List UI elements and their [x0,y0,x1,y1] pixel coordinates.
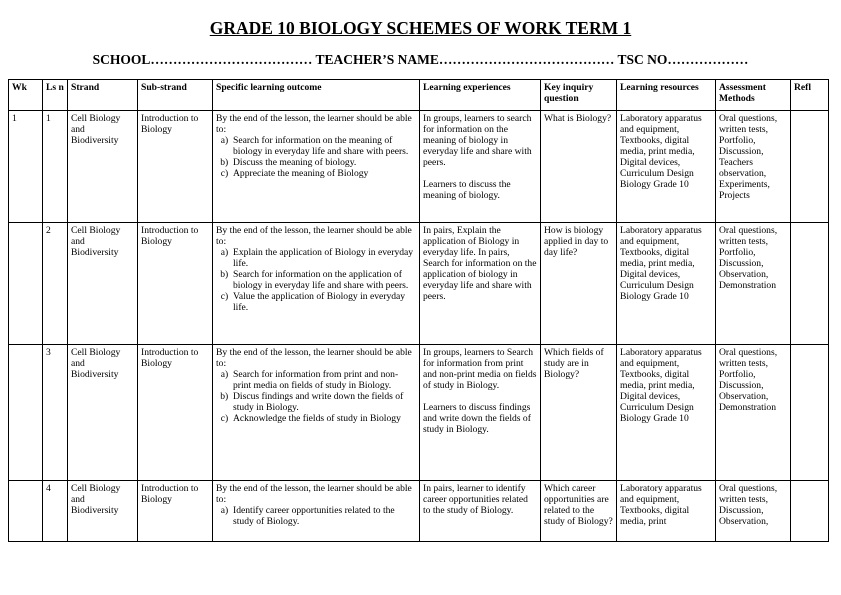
header-strand: Strand [68,80,138,111]
key-inquiry-question-cell: Which career opportunities are related to the study of Biology? [541,481,617,542]
key-inquiry-question-cell: How is biology applied in day to day life? [541,223,617,345]
strand-cell: Cell Biology and Biodiversity [68,481,138,542]
outcome-intro: By the end of the lesson, the learner should be able to: [216,483,412,505]
outcome-item: b. Search for information on the application of biology in everyday life and share with peers. [233,269,416,291]
table-row [9,345,829,481]
outcome-item: a. Search for information on the meaning of biology in everyday life and share with peers. [233,135,416,157]
experience-paragraph: In groups, learners to Search for information from print and non-print media on fields of study in Biology. [423,347,537,391]
learning-resources-cell: Laboratory apparatus and equipment, Textbooks, digital media, print media, Digital devices, Curriculum Design Biology Grade 10 [617,223,716,345]
header-sub-strand: Sub-strand [138,80,213,111]
assessment-methods-cell: Oral questions, written tests, Portfolio, Discussion, Teachers observation, Experiments, Projects [716,111,791,223]
experience-paragraph: In pairs, learner to identify career opportunities related to the study of Biology. [423,483,528,516]
header-learning-resources: Learning resources [617,80,716,111]
learning-experiences-cell [420,223,541,345]
reflection-cell [791,481,829,542]
experience-paragraph: In pairs, Explain the application of Biology in everyday life. In pairs, Search for information on the application of biology in everyday life and share with peers. [423,225,537,302]
header-specific-learning-outcome: Specific learning outcome [213,80,420,111]
table-row [9,111,829,223]
learning-resources-cell: Laboratory apparatus and equipment, Textbooks, digital media, print [617,481,716,542]
header-lesson: Ls n [43,80,68,111]
week-cell [9,223,43,345]
reflection-cell [791,223,829,345]
specific-learning-outcome-cell [213,481,420,542]
sub-strand-cell: Introduction to Biology [138,345,213,481]
experience-paragraph: In groups, learners to search for information on the meaning of biology in everyday life and share with peers. [423,113,532,168]
outcome-item: c. Acknowledge the fields of study in Biology [233,413,416,424]
schemes-of-work-table [8,79,829,542]
document-title: GRADE 10 BIOLOGY SCHEMES OF WORK TERM 1 [209,18,632,38]
strand-cell: Cell Biology and Biodiversity [68,111,138,223]
table-row [9,481,829,542]
header-learning-experiences: Learning experiences [420,80,541,111]
table-row [9,223,829,345]
sub-strand-cell: Introduction to Biology [138,481,213,542]
outcome-item: a. Search for information from print and non-print media on fields of study in Biology. [233,369,416,391]
outcome-intro: By the end of the lesson, the learner should be able to: [216,347,412,369]
assessment-methods-cell: Oral questions, written tests, Discussion, Observation, [716,481,791,542]
week-cell [9,345,43,481]
outcome-intro: By the end of the lesson, the learner should be able to: [216,225,412,247]
lesson-cell: 3 [43,345,68,481]
reflection-cell [791,345,829,481]
assessment-methods-cell: Oral questions, written tests, Portfolio, Discussion, Observation, Demonstration [716,345,791,481]
strand-cell: Cell Biology and Biodiversity [68,345,138,481]
header-reflection: Refl [791,80,829,111]
specific-learning-outcome-cell [213,345,420,481]
strand-cell: Cell Biology and Biodiversity [68,223,138,345]
key-inquiry-question-cell: Which fields of study are in Biology? [541,345,617,481]
outcome-item: c. Value the application of Biology in everyday life. [233,291,416,313]
outcome-item: c. Appreciate the meaning of Biology [233,168,416,179]
outcome-item: b. Discuss the meaning of biology. [233,157,416,168]
specific-learning-outcome-cell [213,111,420,223]
table-header-row [9,80,829,111]
assessment-methods-cell: Oral questions, written tests, Portfolio, Discussion, Observation, Demonstration [716,223,791,345]
header-key-inquiry-question: Key inquiry question [541,80,617,111]
week-cell: 1 [9,111,43,223]
key-inquiry-question-cell: What is Biology? [541,111,617,223]
sub-strand-cell: Introduction to Biology [138,111,213,223]
experience-paragraph: Learners to discuss findings and write down the fields of study in Biology. [423,402,531,435]
learning-experiences-cell [420,481,541,542]
reflection-cell [791,111,829,223]
learning-resources-cell: Laboratory apparatus and equipment, Textbooks, digital media, print media, Digital devices, Curriculum Design Biology Grade 10 [617,345,716,481]
outcome-item: b. Discus findings and write down the fields of study in Biology. [233,391,416,413]
header-assessment-methods: Assessment Methods [716,80,791,111]
learning-experiences-cell [420,111,541,223]
week-cell [9,481,43,542]
sub-strand-cell: Introduction to Biology [138,223,213,345]
outcome-intro: By the end of the lesson, the learner should be able to: [216,113,412,135]
learning-resources-cell: Laboratory apparatus and equipment, Textbooks, digital media, print media, Digital devices, Curriculum Design Biology Grade 10 [617,111,716,223]
outcome-item: a. Explain the application of Biology in everyday life. [233,247,416,269]
learning-experiences-cell [420,345,541,481]
school-teacher-tsc-line: SCHOOL……………………………… TEACHER’S NAME………………………………… TSC NO……………… [92,52,749,67]
experience-paragraph: Learners to discuss the meaning of biology. [423,179,511,201]
header-week: Wk [9,80,43,111]
outcome-item: a. Identify career opportunities related to the study of Biology. [233,505,416,527]
specific-learning-outcome-cell [213,223,420,345]
lesson-cell: 2 [43,223,68,345]
lesson-cell: 4 [43,481,68,542]
lesson-cell: 1 [43,111,68,223]
